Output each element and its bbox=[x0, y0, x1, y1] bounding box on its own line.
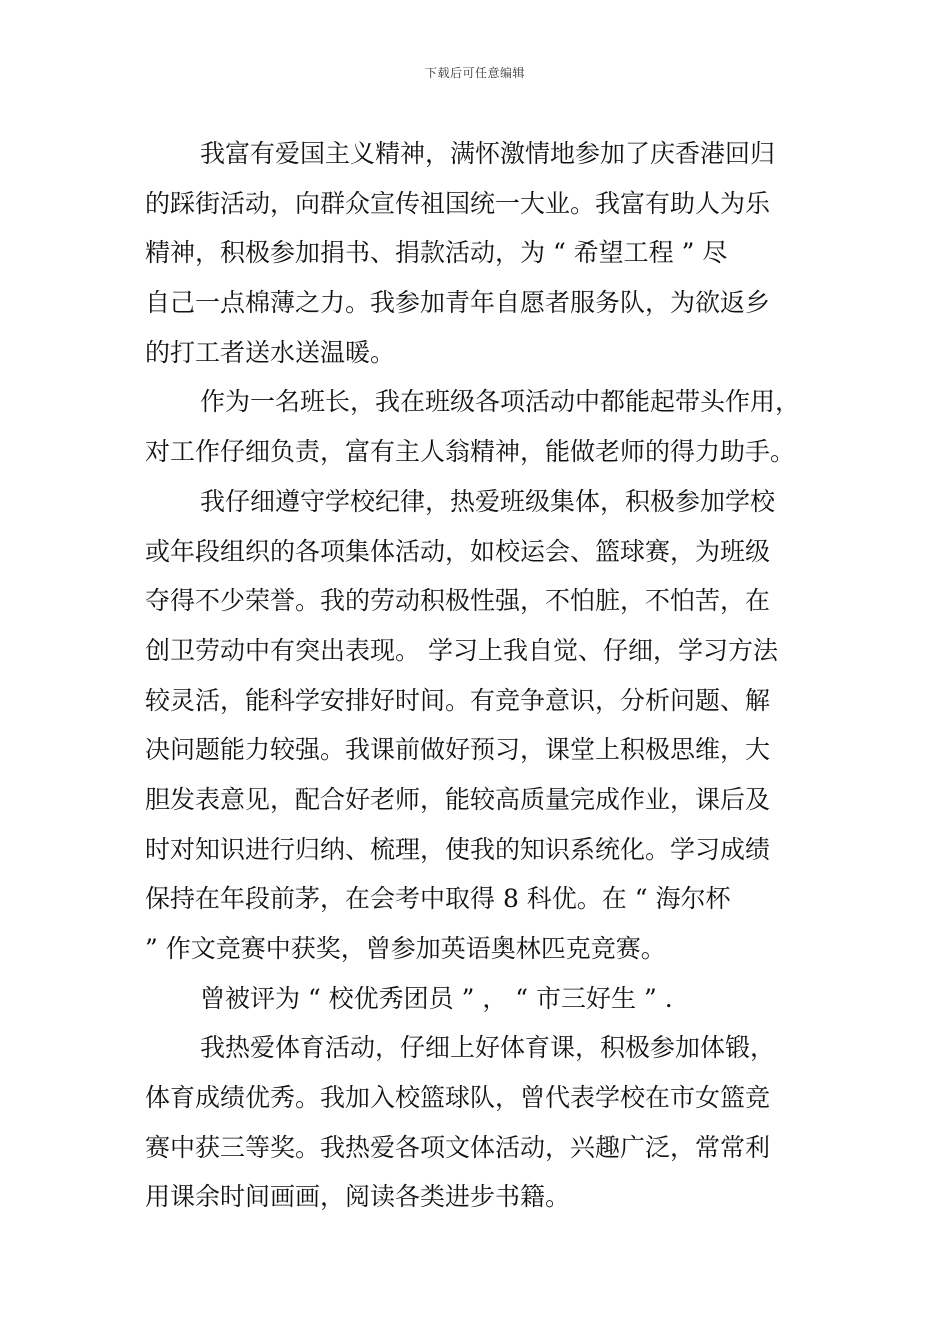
text-line: 决问题能力较强。我课前做好预习，课堂上积极思维，大 bbox=[145, 735, 771, 765]
text-line: 的打工者送水送温暖。 bbox=[145, 337, 396, 367]
text-line: ” 作文竞赛中获奖，曾参加英语奥林匹克竞赛。 bbox=[145, 934, 666, 963]
text-line: 我富有爱国主义精神，满怀激情地参加了庆香港回归 bbox=[200, 139, 776, 168]
text-line: 的踩街活动，向群众宣传祖国统一大业。我富有助人为乐 bbox=[145, 188, 771, 218]
text-line: 对工作仔细负责，富有主人翁精神，能做老师的得力助手。 bbox=[145, 437, 796, 467]
page-header: 下载后可任意编辑 bbox=[424, 66, 525, 80]
text-line: 曾被评为 “ 校优秀团员 ” ， “ 市三好生 ” . bbox=[200, 983, 673, 1013]
text-line: 时对知识进行归纳、梳理，使我的知识系统化。学习成绩 bbox=[145, 834, 771, 864]
text-line: 自己一点棉薄之力。我参加青年自愿者服务队，为欲返乡 bbox=[145, 288, 771, 318]
text-line: 作为一名班长，我在班级各项活动中都能起带头作用， bbox=[200, 387, 801, 417]
text-line: 我仔细遵守学校纪律，热爱班级集体，积极参加学校 bbox=[200, 486, 776, 516]
document-body bbox=[145, 129, 820, 1222]
text-line: 赛中获三等奖。我热爱各项文体活动，兴趣广泛，常常利 bbox=[145, 1132, 771, 1162]
text-line: 夺得不少荣誉。我的劳动积极性强，不怕脏，不怕苦，在 bbox=[145, 586, 771, 616]
text-line: 较灵活，能科学安排好时间。有竞争意识，分析问题、解 bbox=[145, 685, 771, 715]
text-line: 创卫劳动中有突出表现。 学习上我自觉、仔细，学习方法 bbox=[145, 635, 778, 665]
text-line: 或年段组织的各项集体活动，如校运会、篮球赛，为班级 bbox=[145, 536, 771, 566]
text-line: 我热爱体育活动，仔细上好体育课，积极参加体锻， bbox=[200, 1033, 776, 1063]
text-line: 体育成绩优秀。我加入校篮球队，曾代表学校在市女篮竞 bbox=[145, 1083, 771, 1113]
text-line: 胆发表意见，配合好老师，能较高质量完成作业，课后及 bbox=[145, 784, 771, 814]
text-line: 保持在年段前茅，在会考中取得 8 科优。在 “ 海尔杯 bbox=[145, 884, 731, 914]
text-line: 精神，积极参加捐书、捐款活动，为 “ 希望工程 ” 尽 bbox=[145, 238, 728, 268]
text-line: 用课余时间画画，阅读各类进步书籍。 bbox=[145, 1182, 571, 1212]
